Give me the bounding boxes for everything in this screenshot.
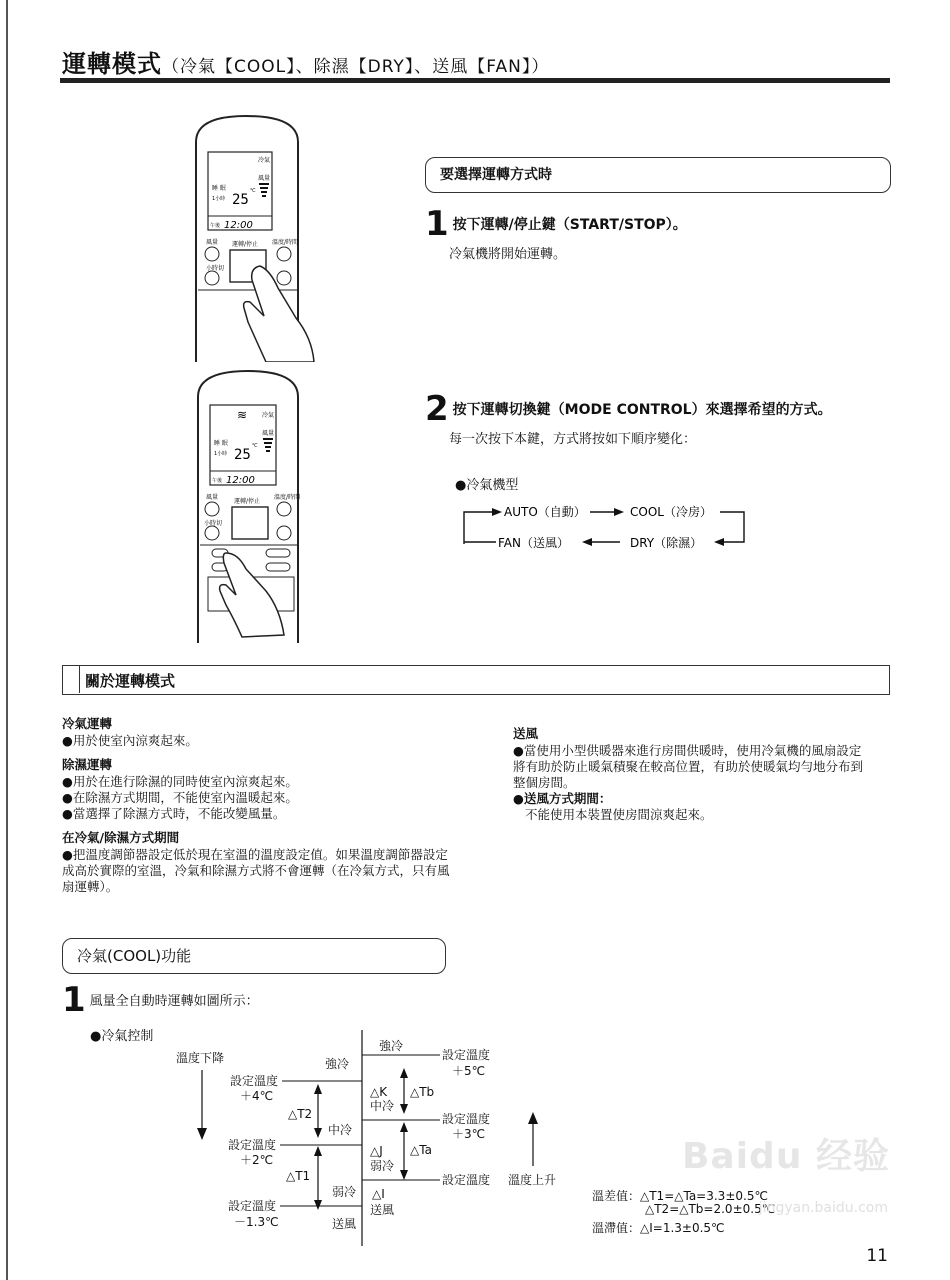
delta-i: △I	[372, 1187, 385, 1201]
remote2-hours: 1小時	[214, 451, 228, 457]
cool-step-1	[62, 980, 259, 1020]
title-rule	[60, 78, 890, 83]
set-temp-r3: 設定溫度	[442, 1173, 491, 1187]
about-modes-title: 關於運轉模式	[85, 672, 176, 690]
delta-t2: △T2	[288, 1107, 313, 1121]
level-weak-left: 弱冷	[332, 1185, 357, 1199]
remote2-sleep: 睡 眠	[214, 440, 228, 447]
set-temp-l2: 設定溫度	[228, 1138, 277, 1152]
dry-item-1: ●在除濕方式期間，不能使室內溫暖起來。	[62, 790, 298, 805]
dry-item-0: ●用於在進行除濕的同時使室內涼爽起來。	[62, 774, 298, 789]
page-title: 運轉模式（冷氣【COOL】、除濕【DRY】、送風【FAN】）	[62, 50, 550, 78]
cool-item-0: ●用於使室內涼爽起來。	[62, 733, 198, 748]
step-1-text: 按下運轉/停止鍵（START/STOP）。	[452, 217, 687, 233]
set-temp-minus13: －1.3℃	[234, 1215, 279, 1229]
period-item: ●把溫度調節器設定低於現在室溫的溫度設定值。如果溫度調節器設定成高於實際的室溫，冷氣和除濕方式將不會運轉（在冷氣方式，只有風扇運轉）。	[62, 847, 450, 894]
level-weak-right: 弱冷	[370, 1159, 395, 1173]
temp-down-label: 溫度下降	[176, 1051, 225, 1065]
level-fan-right: 送風	[370, 1203, 395, 1217]
remote1-btn-startstop: 運轉/停止	[232, 241, 259, 248]
select-mode-box: 要選擇運轉方式時	[425, 157, 891, 193]
mode-auto: AUTO（自動）	[504, 505, 586, 519]
baidu-watermark-url: jingyan.baidu.com	[758, 1200, 888, 1216]
cool-step-1-text: 風量全自動時運轉如圖所示：	[89, 994, 259, 1009]
dry-item-2: ●當選擇了除濕方式時，不能改變風量。	[62, 806, 286, 821]
remote2-fan-label: 風量	[262, 430, 275, 437]
remote1-mode-label: 冷氣	[258, 157, 271, 164]
remote2-temp: 25	[234, 447, 251, 463]
wifi-icon: ≋	[236, 408, 248, 422]
step-1-number: 1	[425, 204, 449, 244]
cool-function-box: 冷氣(COOL)功能	[62, 938, 446, 974]
step-2	[425, 389, 832, 429]
stagnation-line: 溫滯值：△I=1.3±0.5℃	[592, 1221, 725, 1235]
remote1-unit: ℃	[250, 188, 256, 194]
fan-period-title: ●送風方式期間：	[513, 791, 612, 806]
delta-tb: △Tb	[410, 1085, 435, 1099]
remote-illustration-2	[186, 365, 336, 645]
remote2-mode-label: 冷氣	[262, 412, 275, 419]
remote1-fan-label: 風量	[258, 175, 271, 182]
step-2-number: 2	[425, 389, 449, 429]
level-strong-left: 強冷	[325, 1057, 350, 1071]
remote2-ampm: 午後	[212, 478, 223, 484]
set-temp-plus2: ＋2℃	[240, 1153, 274, 1167]
level-medium-right: 中冷	[370, 1099, 395, 1113]
delta-k: △K	[370, 1085, 388, 1099]
page-number: 11	[866, 1246, 888, 1266]
remote2-unit: ℃	[252, 443, 258, 449]
mode-flow-diagram	[458, 498, 758, 554]
remote1-btn-hour: 小時切	[206, 265, 225, 272]
fan-item: ●當使用小型供暖器來進行房間供暖時，使用冷氣機的風扇設定將有助於防止暖氣積聚在較高位置，有助於使暖氣均勻地分布到整個房間。	[513, 743, 864, 790]
page-frame	[6, 0, 8, 1280]
mode-dry: DRY（除濕）	[630, 536, 703, 550]
step-1	[425, 204, 687, 244]
remote1-btn-temp: 溫度/時間	[272, 239, 299, 246]
step-2-text: 按下運轉切換鍵（MODE CONTROL）來選擇希望的方式。	[452, 402, 832, 418]
cooling-control-diagram	[150, 1028, 590, 1248]
cool-control-label: ●冷氣控制	[90, 1029, 154, 1044]
delta-t1: △T1	[286, 1169, 311, 1183]
remote1-time: 12:00	[224, 220, 253, 231]
diff-line-2: △T2=△Tb=2.0±0.5℃	[645, 1202, 776, 1216]
set-temp-plus3: ＋3℃	[452, 1127, 486, 1141]
remote2-btn-startstop: 運轉/停止	[234, 498, 261, 505]
remote2-btn-fan: 風量	[206, 494, 219, 501]
delta-j: △J	[370, 1144, 383, 1158]
cool-run-title: 冷氣運轉	[62, 716, 113, 731]
dry-run-title: 除濕運轉	[62, 757, 113, 772]
remote1-hours: 1小時	[212, 196, 226, 202]
remote2-btn-hour: 小時切	[204, 520, 223, 527]
mode-fan: FAN（送風）	[498, 536, 569, 550]
model-label: ●冷氣機型	[455, 478, 519, 493]
step-1-sub: 冷氣機將開始運轉。	[449, 247, 567, 262]
step-2-sub: 每一次按下本鍵，方式將按如下順序變化：	[449, 432, 697, 447]
level-strong-top: 強冷	[379, 1039, 404, 1053]
set-temp-l3: 設定溫度	[228, 1199, 277, 1213]
set-temp-plus5: ＋5℃	[452, 1064, 486, 1078]
diff-line-1: 溫差值：△T1=△Ta=3.3±0.5℃	[592, 1189, 768, 1203]
page-subtitle: （冷氣【COOL】、除濕【DRY】、送風【FAN】）	[162, 57, 550, 77]
remote1-temp: 25	[232, 192, 249, 208]
remote1-sleep: 睡 眠	[212, 185, 226, 192]
set-temp-r1: 設定溫度	[442, 1048, 491, 1062]
cool-step-1-number: 1	[62, 980, 86, 1020]
set-temp-r2: 設定溫度	[442, 1112, 491, 1126]
fan-period-text: 不能使用本裝置使房間涼爽起來。	[525, 807, 713, 822]
about-left-column	[62, 708, 452, 895]
remote1-btn-fan: 風量	[206, 239, 219, 246]
remote1-ampm: 午後	[210, 223, 221, 229]
temp-up-label: 溫度上升	[508, 1173, 557, 1187]
level-fan-left: 送風	[332, 1217, 357, 1231]
remote2-btn-temp: 溫度/時間	[274, 494, 301, 501]
set-temp-plus4: ＋4℃	[240, 1089, 274, 1103]
mode-cool: COOL（冷房）	[630, 505, 712, 519]
about-right-column	[513, 718, 873, 823]
set-temp-l1: 設定溫度	[230, 1074, 279, 1088]
remote-illustration-1	[186, 112, 336, 362]
baidu-watermark: Baidu 经验	[681, 1136, 890, 1177]
remote2-time: 12:00	[226, 475, 255, 486]
delta-ta: △Ta	[410, 1143, 432, 1157]
period-title: 在冷氣/除濕方式期間	[62, 830, 180, 845]
about-modes-header	[62, 665, 890, 695]
level-medium-left: 中冷	[328, 1123, 353, 1137]
fan-title: 送風	[513, 726, 539, 741]
